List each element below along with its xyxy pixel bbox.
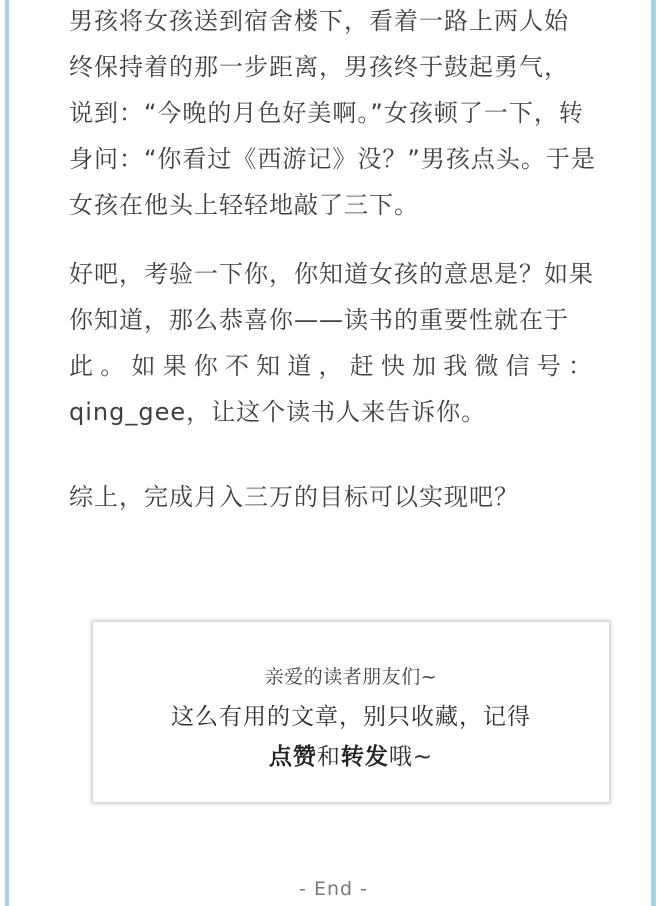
justified-char: 不 [224,352,250,380]
call-to-action-card [92,621,610,803]
justified-char: 我 [443,352,469,380]
story-line: 终保持着的那一步距离，男孩终于鼓起勇气， [69,53,569,81]
cta-share-text: 转发 [340,744,389,770]
justified-char: 信 [505,352,531,380]
justified-char: 号 [536,352,562,380]
cta-greeting: 亲爱的读者朋友们~ [264,666,438,688]
justified-char: 微 [474,352,500,380]
question-line-justified [69,343,593,389]
cta-action-line [93,738,609,771]
justified-char: 如 [131,352,157,380]
justified-char: ： [568,352,593,380]
cta-suffix-text: 哦~ [388,744,434,770]
justified-char: 。 [100,352,126,380]
justified-char: 知 [256,352,282,380]
end-marker: - End - [299,878,368,900]
story-line: 说到：“今晚的月色好美啊。”女孩顿了一下，转 [69,99,584,127]
conclusion-paragraph: 综上，完成月入三万的目标可以实现吧？ [69,483,519,511]
cta-and-text: 和 [316,744,341,770]
justified-char: 此 [69,352,94,380]
cta-like-text: 点赞 [268,744,317,770]
question-paragraph [69,251,609,435]
story-paragraph [69,0,609,228]
justified-char: 果 [162,352,188,380]
justified-char: 快 [380,352,406,380]
cta-message: 这么有用的文章，别只收藏，记得 [171,704,531,730]
story-line: 女孩在他头上轻轻地敲了三下。 [69,191,419,219]
justified-char: 你 [193,352,219,380]
question-line: qing_gee，让这个读书人来告诉你。 [69,398,487,426]
story-line: 身问：“你看过《西游记》没？”男孩点头。于是 [69,145,596,173]
question-line: 好吧，考验一下你，你知道女孩的意思是？如果 [69,260,594,288]
question-line: 你知道，那么恭喜你——读书的重要性就在于 [69,306,569,334]
justified-char: 加 [412,352,438,380]
justified-char: 赶 [349,352,375,380]
justified-char: 道 [287,352,313,380]
justified-char: ， [318,352,344,380]
story-line: 男孩将女孩送到宿舍楼下，看着一路上两人始 [69,7,569,35]
